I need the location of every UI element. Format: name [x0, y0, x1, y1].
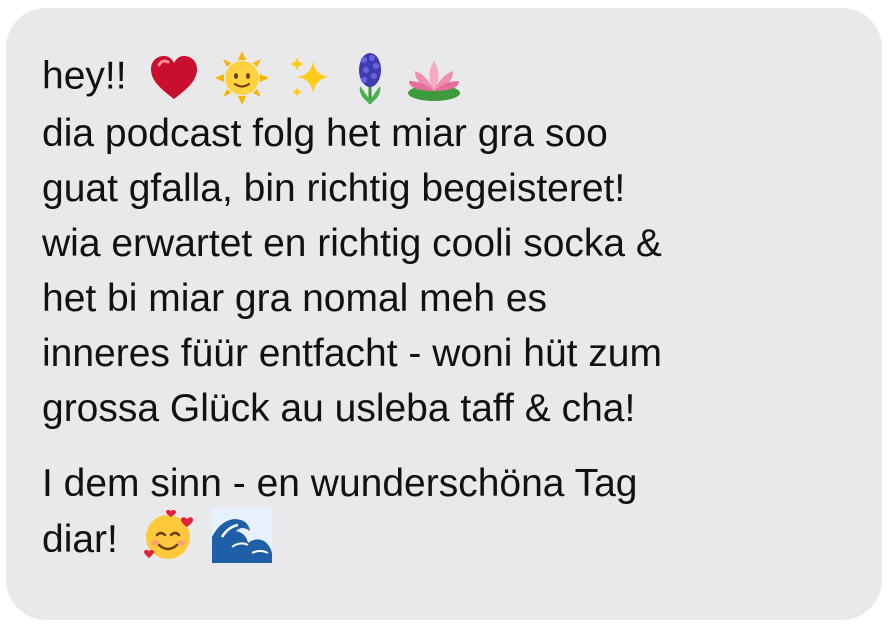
red-heart-icon	[149, 55, 199, 101]
message-line-4: het bi miar gra nomal meh es	[42, 277, 548, 320]
hyacinth-icon	[350, 50, 390, 106]
smiling-face-with-hearts-icon	[141, 507, 197, 563]
lotus-icon	[405, 53, 463, 103]
message-line-3: wia erwartet en richtig cooli socka &	[42, 222, 662, 265]
greeting-text: hey!!	[42, 54, 127, 98]
message-line-1: dia podcast folg het miar gra soo	[42, 112, 608, 155]
closing-text: diar!	[42, 518, 118, 561]
greeting-line	[42, 50, 463, 106]
sun-with-face-icon	[214, 50, 270, 106]
message-line-5: inneres füür entfacht - woni hüt zum	[42, 332, 662, 375]
message-line-6: grossa Glück au usleba taff & cha!	[42, 387, 636, 430]
message-line-2: guat gfalla, bin richtig begeisteret!	[42, 167, 626, 210]
sparkles-icon	[285, 53, 335, 103]
closing-line-2	[42, 520, 272, 563]
water-wave-icon	[212, 507, 272, 563]
closing-line-1: I dem sinn - en wunderschöna Tag	[42, 462, 638, 505]
